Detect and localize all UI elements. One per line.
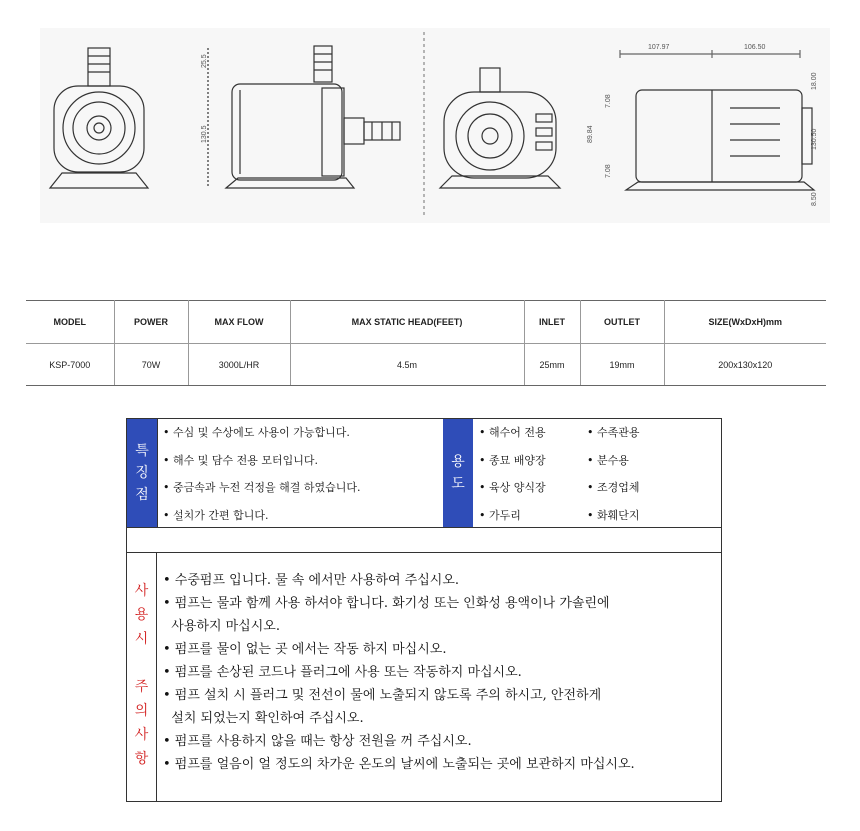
dim-right-mid: 130.50	[811, 128, 818, 150]
uses-label	[443, 419, 473, 527]
list-item: • 화훼단지	[587, 508, 640, 522]
col-max-head: MAX STATIC HEAD(FEET)	[290, 301, 524, 344]
list-item: • 펌프를 물이 없는 곳 에서는 작동 하지 마십시오.	[163, 642, 447, 657]
cell-max-head: 4.5m	[290, 344, 524, 386]
drawing-svg	[40, 28, 830, 223]
dim-top-right: 106.50	[744, 44, 766, 51]
uses-label-text: 용 도	[451, 454, 465, 492]
list-item: • 해수 및 담수 전용 모터입니다.	[163, 453, 318, 467]
spec-header-row	[26, 301, 826, 344]
caution-label-char: 의	[134, 703, 149, 719]
list-item: • 설치가 간편 합니다.	[163, 508, 269, 522]
dim-top-left: 107.97	[648, 44, 670, 51]
list-item: 사용하지 마십시오.	[163, 619, 280, 634]
list-item: • 펌프는 물과 함께 사용 하셔야 합니다. 화기성 또는 인화성 용액이나 가솔린에	[163, 596, 610, 611]
dim-right-upper: 18.00	[811, 72, 818, 90]
features-label	[127, 419, 157, 527]
col-outlet: OUTLET	[580, 301, 664, 344]
list-item: • 수심 및 수상에도 사용이 가능합니다.	[163, 426, 350, 439]
list-item: • 펌프를 사용하지 않을 때는 항상 전원을 꺼 주십시오.	[163, 734, 472, 749]
caution-label-char: 시	[134, 631, 149, 647]
list-item: • 펌프를 얼음이 얼 정도의 차가운 온도의 날씨에 노출되는 곳에 보관하지 마십시오.	[163, 757, 635, 772]
caution-list	[163, 569, 635, 776]
cell-inlet: 25mm	[524, 344, 580, 386]
cell-outlet: 19mm	[580, 344, 664, 386]
caution-label-char: 용	[134, 607, 149, 623]
list-item: • 수족관용	[587, 426, 640, 439]
list-item: • 해수어 전용	[479, 426, 546, 439]
pump-back-view	[440, 68, 560, 188]
dim-right-low: 8.50	[811, 192, 818, 206]
cell-size: 200x130x120	[664, 344, 826, 386]
list-item: • 조경업체	[587, 481, 640, 494]
pump-side-view	[208, 46, 400, 188]
cell-power: 70W	[114, 344, 188, 386]
list-item: • 펌프를 손상된 코드나 플러그에 사용 또는 작동하지 마십시오.	[163, 665, 522, 680]
cell-max-flow: 3000L/HR	[188, 344, 290, 386]
svg-text:130.5: 130.5	[201, 125, 208, 143]
pump-top-view	[620, 50, 814, 190]
divider	[157, 419, 158, 527]
col-model: MODEL	[26, 301, 114, 344]
caution-label-char: 사	[134, 583, 149, 599]
list-item: 설치 되었는지 확인하여 주십시오.	[163, 711, 364, 726]
dim-left-upper: 7.08	[605, 94, 612, 108]
list-item: • 가두리	[479, 508, 521, 522]
table-row	[26, 344, 826, 386]
dim-left-total: 89.84	[587, 125, 594, 143]
pump-technical-drawing	[40, 28, 830, 223]
list-item: • 분수용	[587, 453, 629, 467]
col-max-flow: MAX FLOW	[188, 301, 290, 344]
pump-front-view	[50, 48, 148, 188]
caution-label	[127, 553, 157, 802]
dim-left-lower: 7.08	[605, 164, 612, 178]
list-item: • 수중펌프 입니다. 물 속 에서만 사용하여 주십시오.	[163, 573, 460, 588]
notes-box	[126, 418, 722, 802]
uses-list	[479, 419, 741, 529]
svg-text:25.5: 25.5	[201, 54, 208, 68]
list-item: • 중금속과 누전 걱정을 해결 하였습니다.	[163, 481, 361, 494]
features-list	[163, 419, 360, 529]
spec-table	[26, 300, 826, 386]
caution-label-char: 항	[134, 751, 149, 767]
col-size: SIZE(WxDxH)mm	[664, 301, 826, 344]
list-item: • 종묘 배양장	[479, 453, 546, 467]
features-label-text: 특 징 점	[135, 443, 149, 503]
col-power: POWER	[114, 301, 188, 344]
caution-label-char: 사	[134, 727, 149, 743]
cell-model: KSP-7000	[26, 344, 114, 386]
list-item: • 육상 양식장	[479, 481, 546, 494]
caution-label-char: 주	[134, 679, 149, 695]
col-inlet: INLET	[524, 301, 580, 344]
list-item: • 펌프 설치 시 플러그 및 전선이 물에 노출되지 않도록 주의 하시고, 안전하게	[163, 688, 602, 703]
divider	[127, 552, 721, 553]
